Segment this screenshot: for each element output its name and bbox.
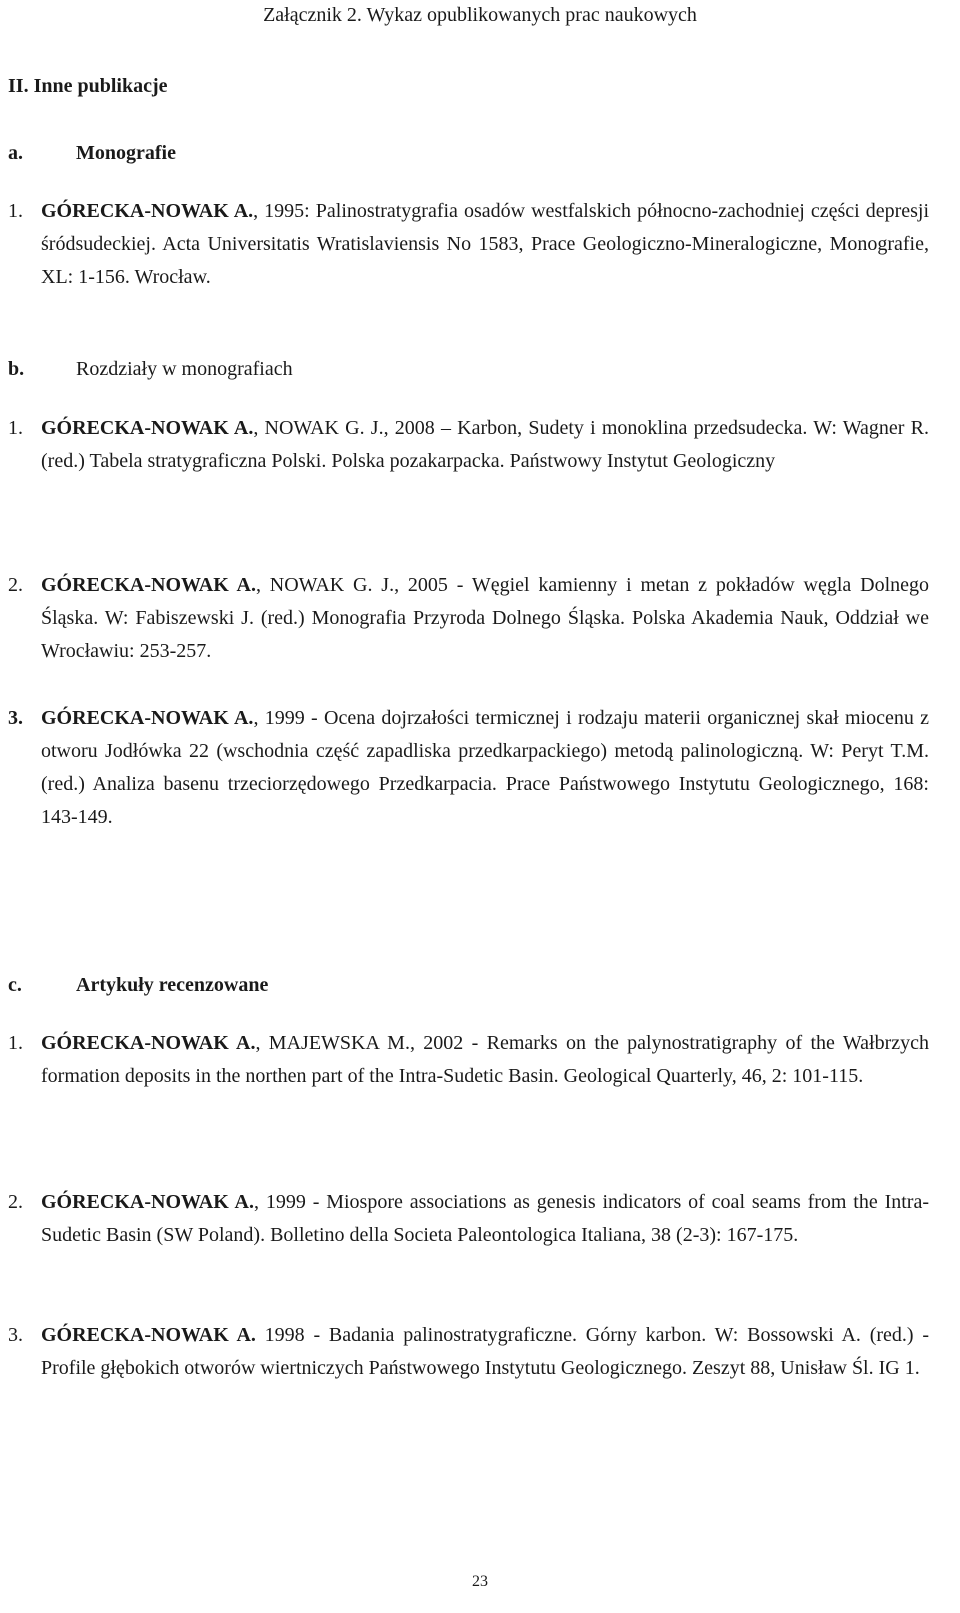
entry-b2 [8, 569, 929, 668]
page-header: Załącznik 2. Wykaz opublikowanych prac naukowych [263, 4, 697, 26]
entry-number: 1. [8, 417, 23, 439]
page-number: 23 [472, 1573, 488, 1590]
entry-a1 [8, 195, 929, 294]
entry-author: GÓRECKA-NOWAK A. [41, 707, 254, 729]
entry-text: 1998 - Badania palinostratygraficzne. Górny karbon. W: Bossowski A. (red.) - Profile głębokich otworów wiertniczych Państwowego Instytutu Geologicznego. Zeszyt 88, Unisław Śl. IG 1. [41, 1324, 929, 1379]
entry-text: , 1999 - Ocena dojrzałości termicznej i rodzaju materii organicznej skał miocenu z otworu Jodłówka 22 (wschodnia część zapadliska przedkarpackiego) metodą palinologiczną. W: Peryt T.M. (red.) Analiza basenu trzeciorzędowego Przedkarpacia. Prace Państwowego Instytutu Geologicznego, 168: 143-149. [41, 707, 930, 828]
entry-number: 3. [8, 707, 23, 729]
entry-text: , 1999 - Miospore associations as genesis indicators of coal seams from the Intra-Sudetic Basin (SW Poland). Bolletino della Societa Paleontologica Italiana, 38 (2-3): 167-175. [41, 1191, 930, 1246]
subsection-b-title: Rozdziały w monografiach [76, 358, 293, 380]
entry-text: , MAJEWSKA M., 2002 - Remarks on the palynostratigraphy of the Wałbrzych formation deposits in the northen part of the Intra-Sudetic Basin. Geological Quarterly, 46, 2: 101-115. [41, 1032, 930, 1087]
entry-number: 1. [8, 1032, 23, 1054]
entry-author: GÓRECKA-NOWAK A. [41, 574, 256, 596]
entry-author: GÓRECKA-NOWAK A. [41, 1324, 256, 1346]
entry-c1 [8, 1027, 929, 1093]
entry-number: 3. [8, 1324, 23, 1346]
subsection-a-title: Monografie [76, 142, 176, 164]
subsection-a-heading [8, 140, 176, 166]
subsection-c-title: Artykuły recenzowane [76, 974, 269, 996]
entry-text: , NOWAK G. J., 2005 - Węgiel kamienny i metan z pokładów węgla Dolnego Śląska. W: Fabiszewski J. (red.) Monografia Przyroda Dolnego Śląska. Polska Akademia Nauk, Oddział we Wrocławiu: 253-257. [41, 574, 929, 662]
entry-b3 [8, 702, 929, 834]
subsection-c-letter: c. [8, 974, 22, 996]
entry-c2 [8, 1186, 929, 1252]
subsection-b-heading [8, 356, 293, 382]
entry-text: , NOWAK G. J., 2008 – Karbon, Sudety i monoklina przedsudecka. W: Wagner R. (red.) Tabela stratygraficzna Polski. Polska pozakarpacka. Państwowy Instytut Geologiczny [41, 417, 929, 472]
section-heading: II. Inne publikacje [8, 75, 168, 97]
entry-author: GÓRECKA-NOWAK A. [41, 1191, 254, 1213]
subsection-b-letter: b. [8, 358, 25, 380]
entry-c3 [8, 1319, 929, 1385]
entry-text: , 1995: Palinostratygrafia osadów westfalskich północno-zachodniej części depresji śródsudeckiej. Acta Universitatis Wratislaviensis No 1583, Prace Geologiczno-Mineralogiczne, Monografie, XL: 1-156. Wrocław. [41, 200, 930, 288]
entry-number: 2. [8, 574, 23, 596]
entry-b1 [8, 412, 929, 478]
subsection-a-letter: a. [8, 142, 23, 164]
entry-author: GÓRECKA-NOWAK A. [41, 1032, 256, 1054]
entry-number: 1. [8, 200, 23, 222]
subsection-c-heading [8, 972, 268, 998]
entry-number: 2. [8, 1191, 23, 1213]
entry-author: GÓRECKA-NOWAK A. [41, 200, 254, 222]
entry-author: GÓRECKA-NOWAK A. [41, 417, 254, 439]
